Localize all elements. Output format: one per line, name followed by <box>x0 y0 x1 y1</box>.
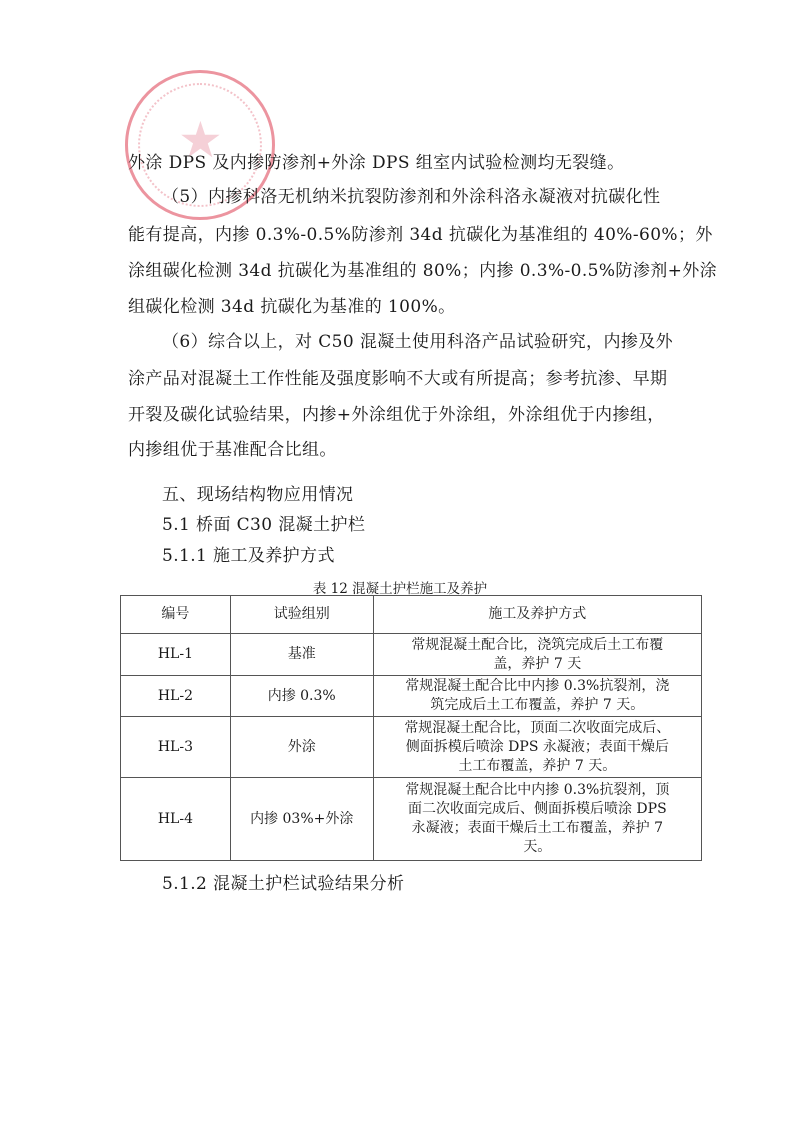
method-line: 永凝液；表面干燥后土工布覆盖，养护 7 <box>411 820 663 836</box>
paragraph-5-line: 组碳化检测 34d 抗碳化为基准的 100%。 <box>128 297 456 317</box>
method-line: 筑完成后土工布覆盖，养护 7 天。 <box>430 697 645 713</box>
paragraph-line: 外涂 DPS 及内掺防渗剂+外涂 DPS 组室内试验检测均无裂缝。 <box>128 153 625 173</box>
header-group: 试验组别 <box>230 596 373 634</box>
paragraph-6-line: 涂产品对混凝土工作性能及强度影响不大或有所提高；参考抗渗、早期 <box>128 369 668 389</box>
cell-method <box>373 634 701 676</box>
paragraph-5-line: （5）内掺科洛无机纳米抗裂防渗剂和外涂科洛永凝液对抗碳化性 <box>162 187 661 207</box>
table-row <box>121 634 702 676</box>
cell-method <box>373 717 701 778</box>
cell-group: 内掺 0.3% <box>230 676 373 717</box>
cell-id: HL-3 <box>121 717 231 778</box>
cell-group: 内掺 03%+外涂 <box>230 778 373 861</box>
method-line: 土工布覆盖，养护 7 天。 <box>458 757 617 774</box>
cell-method <box>373 778 701 861</box>
paragraph-6-line: 内掺组优于基准配合比组。 <box>128 440 337 460</box>
subsubsection-heading: 5.1.2 混凝土护栏试验结果分析 <box>162 874 405 894</box>
subsection-heading: 5.1 桥面 C30 混凝土护栏 <box>162 515 366 535</box>
method-line: 常规混凝土配合比中内掺 0.3%抗裂剂，顶 <box>405 782 670 798</box>
method-line: 常规混凝土配合比，顶面二次收面完成后、 <box>404 719 671 736</box>
cell-id: HL-2 <box>121 676 231 717</box>
method-line: 盖，养护 7 天 <box>493 655 582 672</box>
method-line: 常规混凝土配合比中内掺 0.3%抗裂剂，浇 <box>405 678 670 694</box>
cell-id: HL-4 <box>121 778 231 861</box>
table-caption: 表 12 混凝土护栏施工及养护 <box>312 581 488 597</box>
paragraph-5-line: 能有提高，内掺 0.3%-0.5%防渗剂 34d 抗碳化为基准组的 40%-60%；外 <box>128 225 713 245</box>
header-id: 编号 <box>121 596 231 634</box>
cell-method <box>373 676 701 717</box>
paragraph-6-line: 开裂及碳化试验结果，内掺+外涂组优于外涂组，外涂组优于内掺组， <box>128 405 665 425</box>
section-heading: 五、现场结构物应用情况 <box>162 485 354 505</box>
table-row <box>121 676 702 717</box>
table-header-row <box>121 596 702 634</box>
construction-curing-table <box>120 595 702 861</box>
method-line: 天。 <box>523 839 552 855</box>
cell-group: 基准 <box>230 634 373 676</box>
method-line: 面二次收面完成后、侧面拆模后喷涂 DPS <box>407 801 667 817</box>
subsubsection-heading: 5.1.1 施工及养护方式 <box>162 546 335 566</box>
method-line: 常规混凝土配合比，浇筑完成后土工布覆 <box>411 636 664 653</box>
cell-id: HL-1 <box>121 634 231 676</box>
star-icon: ★ <box>178 111 223 169</box>
method-line: 侧面拆模后喷涂 DPS 永凝液；表面干燥后 <box>405 738 669 755</box>
table-row <box>121 778 702 861</box>
paragraph-5-line: 涂组碳化检测 34d 抗碳化为基准组的 80%；内掺 0.3%-0.5%防渗剂+外涂 <box>128 261 718 281</box>
cell-group: 外涂 <box>230 717 373 778</box>
table-row <box>121 717 702 778</box>
paragraph-6-line: （6）综合以上，对 C50 混凝土使用科洛产品试验研究，内掺及外 <box>162 332 674 352</box>
header-method: 施工及养护方式 <box>373 596 701 634</box>
